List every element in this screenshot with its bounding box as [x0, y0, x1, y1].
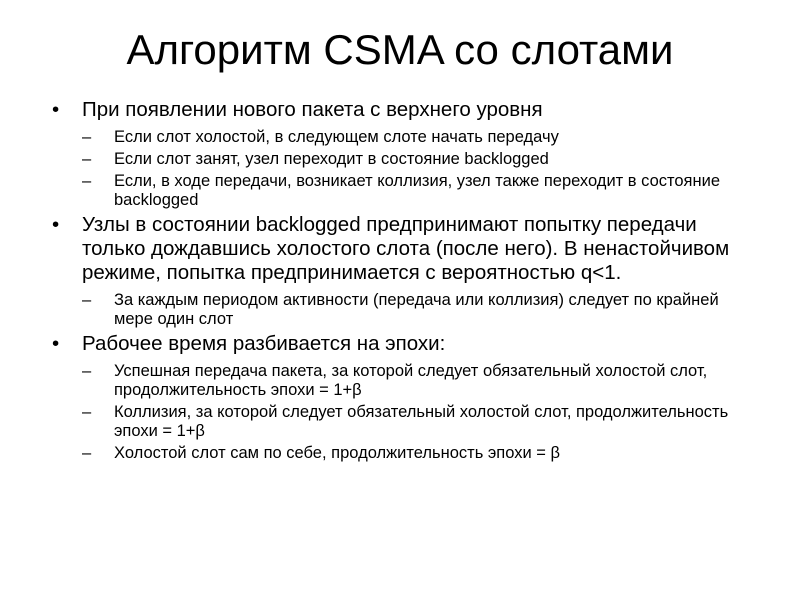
dash-marker: – — [82, 172, 92, 190]
sub-bullet-item — [52, 128, 752, 147]
dash-marker: – — [82, 403, 92, 421]
slide-title: Алгоритм CSMA со слотами — [126, 26, 674, 73]
bullet-item — [52, 98, 752, 122]
bullet-item — [52, 332, 752, 356]
bullet-text: Рабочее время разбивается на эпохи: — [82, 332, 446, 355]
bullet-item — [52, 213, 752, 285]
dash-marker: – — [82, 150, 92, 168]
sub-bullet-item — [52, 172, 752, 210]
sub-bullet-text: За каждым периодом активности (передача или коллизия) следует по крайней мере один слот — [114, 291, 719, 328]
sub-bullet-item — [52, 291, 752, 329]
slide-content — [52, 98, 752, 466]
sub-bullet-text: Если, в ходе передачи, возникает коллизия, узел также переходит в состояние backlogged — [114, 172, 720, 209]
sub-bullet-item — [52, 362, 752, 400]
sub-bullet-item — [52, 444, 752, 463]
dash-marker: – — [82, 362, 92, 380]
sub-bullet-item — [52, 150, 752, 169]
dash-marker: – — [82, 444, 92, 462]
sub-bullet-text: Если слот занят, узел переходит в состояние backlogged — [114, 150, 549, 168]
sub-bullet-text: Коллизия, за которой следует обязательный холостой слот, продолжительность эпохи = 1+β — [114, 403, 729, 440]
bullet-text: Узлы в состоянии backlogged предпринимают попытку передачи только дождавшись холостого слота (после него). В ненастойчивом режиме, попытка предпринимается с вероятностью q<1. — [82, 213, 730, 284]
sub-bullet-text: Если слот холостой, в следующем слоте начать передачу — [114, 128, 559, 146]
bullet-marker: • — [52, 213, 60, 236]
sub-bullet-text: Успешная передача пакета, за которой следует обязательный холостой слот, продолжительность эпохи = 1+β — [114, 362, 708, 399]
bullet-marker: • — [52, 98, 60, 121]
dash-marker: – — [82, 291, 92, 309]
sub-bullet-item — [52, 403, 752, 441]
bullet-marker: • — [52, 332, 60, 355]
sub-bullet-text: Холостой слот сам по себе, продолжительность эпохи = β — [114, 444, 560, 462]
dash-marker: – — [82, 128, 92, 146]
bullet-text: При появлении нового пакета с верхнего уровня — [82, 98, 543, 121]
